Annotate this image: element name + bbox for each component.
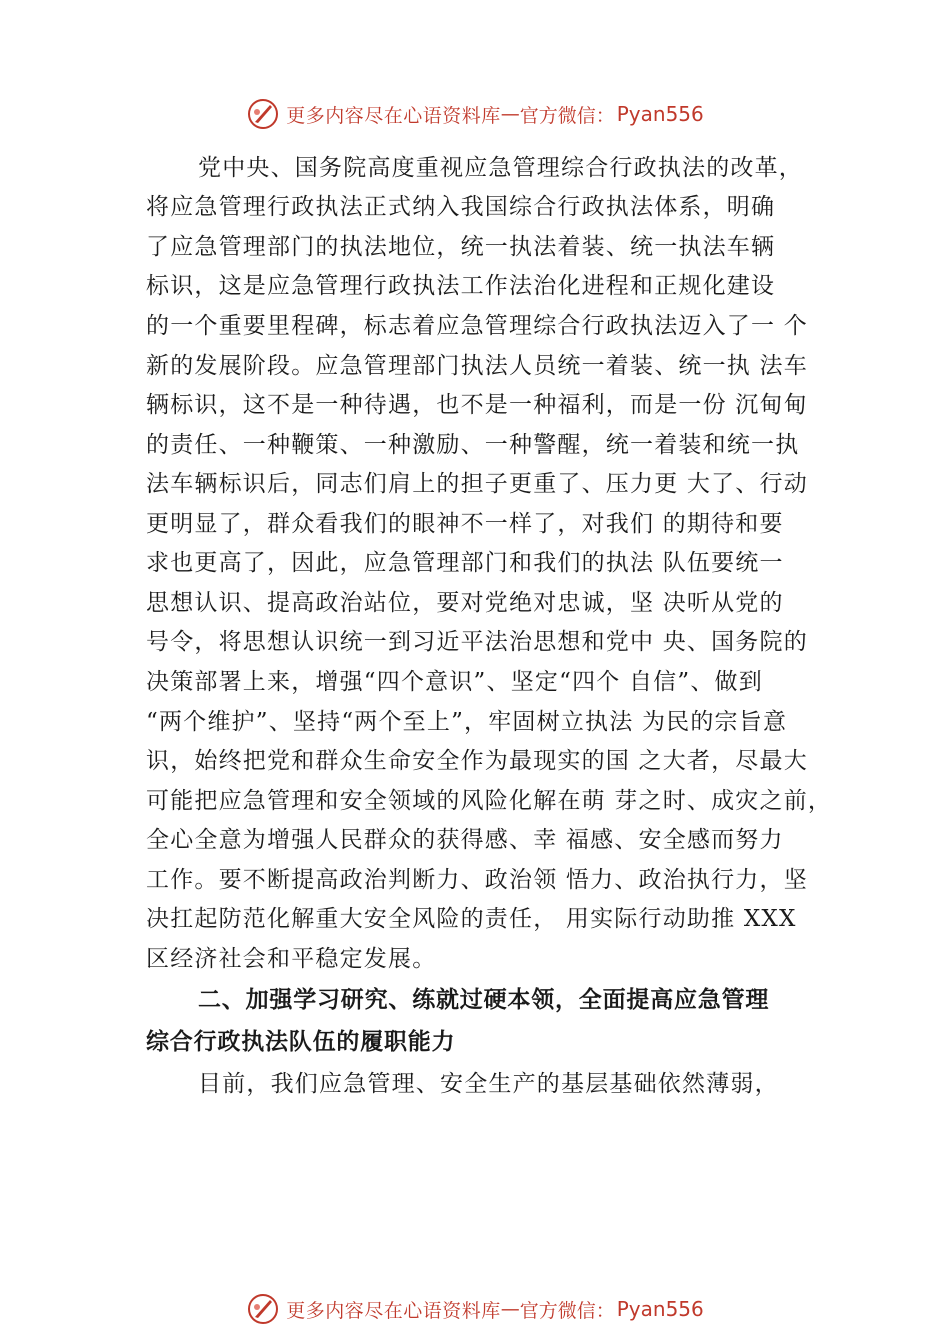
watermark-main-text: 更多内容尽在心语资料库: [286, 1299, 501, 1322]
watermark-wechat-id: Pyan556: [616, 102, 704, 126]
watermark-wechat-id: Pyan556: [616, 1297, 704, 1321]
body-line: 区经济社会和平稳定发展。: [146, 946, 437, 972]
body-line: 的一个重要里程碑，标志着应急管理综合行政执法迈入了一 个: [146, 313, 808, 339]
body-line: 工作。要不断提高政治判断力、政治领 悟力、政治执行力，坚: [146, 867, 808, 893]
quill-logo-icon: [246, 1292, 280, 1326]
body-line: 号令，将思想认识统一到习近平法治思想和党中 央、国务院的: [146, 629, 808, 655]
watermark-label: 官方微信：: [519, 1299, 615, 1322]
body-line: 求也更高了，因此，应急管理部门和我们的执法 队伍要统一: [146, 550, 784, 576]
body-line: 的责任、一种鞭策、一种激励、一种警醒，统一着装和统一执: [146, 432, 800, 458]
body-line: 新的发展阶段。应急管理部门执法人员统一着装、统一执 法车: [146, 353, 808, 379]
body-line: “两个维护”、坚持“两个至上”，牢固树立执法 为民的宗旨意: [146, 709, 788, 735]
watermark-label: 官方微信：: [519, 104, 615, 127]
body-line: 更明显了，群众看我们的眼神不一样了，对我们 的期待和要: [146, 511, 784, 537]
body-line: 辆标识，这不是一种待遇，也不是一种福利，而是一份 沉甸甸: [146, 392, 808, 418]
footer-watermark: [0, 1289, 950, 1329]
watermark-separator: —: [500, 103, 520, 125]
section-heading-continued: 综合行政执法队伍的履职能力: [146, 1029, 456, 1055]
watermark-separator: —: [500, 1298, 520, 1320]
watermark-main-text: 更多内容尽在心语资料库: [286, 104, 501, 127]
quill-logo-icon: [246, 97, 280, 131]
body-line: 了应急管理部门的执法地位，统一执法着装、统一执法车辆: [146, 234, 776, 260]
body-line: 目前，我们应急管理、安全生产的基层基础依然薄弱，: [198, 1071, 779, 1097]
body-line: 标识，这是应急管理行政执法工作法治化进程和正规化建设: [146, 273, 776, 299]
body-line: 决策部署上来，增强“四个意识”、坚定“四个 自信”、做到: [146, 669, 763, 695]
body-line: 党中央、国务院高度重视应急管理综合行政执法的改革，: [198, 155, 803, 181]
header-watermark: [0, 94, 950, 134]
body-line: 思想认识、提高政治站位，要对党绝对忠诚，坚 决听从党的: [146, 590, 784, 616]
body-line: 将应急管理行政执法正式纳入我国综合行政执法体系，明确: [146, 194, 776, 220]
body-line: 法车辆标识后，同志们肩上的担子更重了、压力更 大了、行动: [146, 471, 808, 497]
body-line: 识，始终把党和群众生命安全作为最现实的国 之大者，尽最大: [146, 748, 808, 774]
body-line: 决扛起防范化解重大安全风险的责任， 用实际行动助推 XXX: [146, 906, 797, 932]
body-line: 全心全意为增强人民群众的获得感、幸 福感、安全感而努力: [146, 827, 784, 853]
body-line: 可能把应急管理和安全领域的风险化解在萌 芽之时、成灾之前，: [146, 788, 833, 814]
section-heading: 二、加强学习研究、练就过硬本领，全面提高应急管理: [198, 987, 770, 1013]
